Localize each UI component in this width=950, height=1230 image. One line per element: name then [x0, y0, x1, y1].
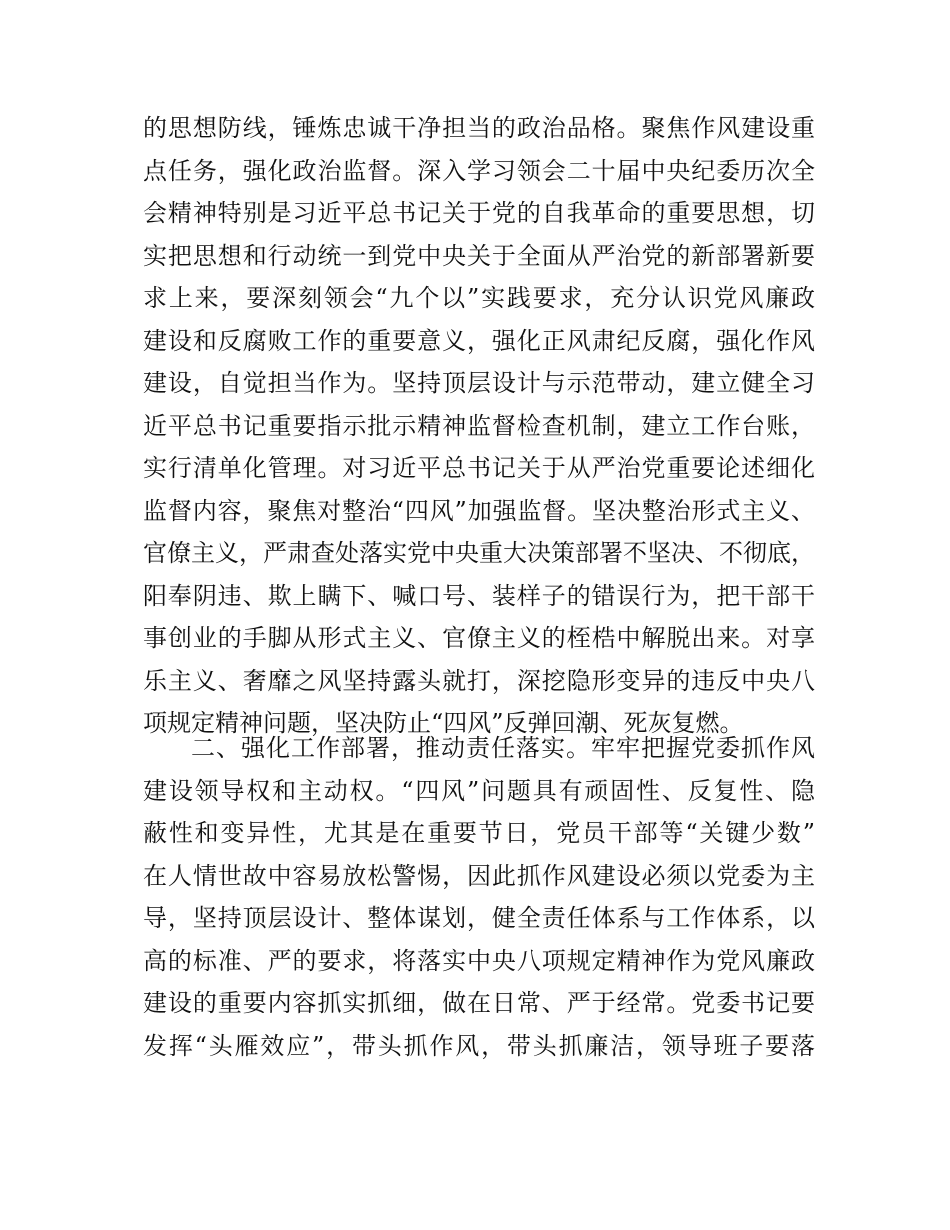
paragraph-line: 近平总书记重要指示批示精神监督检查机制，建立工作台账，: [143, 411, 815, 440]
paragraph-line: 建设领导权和主动权。“四风”问题具有顽固性、反复性、隐: [143, 776, 815, 805]
paragraph-line: 点任务，强化政治监督。深入学习领会二十届中央纪委历次全: [143, 156, 815, 185]
paragraph-line: 求上来，要深刻领会“九个以”实践要求，充分认识党风廉政: [143, 284, 815, 312]
paragraph-2: [143, 727, 815, 1067]
paragraph-line: 建设，自觉担当作为。坚持顶层设计与示范带动，建立健全习: [143, 369, 815, 397]
paragraph-line: 建设的重要内容抓实抓细，做在日常、严于经常。党委书记要: [143, 989, 815, 1017]
paragraph-line: 官僚主义，严肃查处落实党中央重大决策部署不坚决、不彻底，: [143, 539, 815, 567]
paragraph-line: 实行清单化管理。对习近平总书记关于从严治党重要论述细化: [143, 454, 815, 482]
paragraph-line: 事创业的手脚从形式主义、官僚主义的桎梏中解脱出来。对享: [143, 624, 815, 652]
paragraph-line: 的思想防线，锤炼忠诚干净担当的政治品格。聚焦作风建设重: [143, 114, 815, 142]
paragraph-line: 导，坚持顶层设计、整体谋划，健全责任体系与工作体系，以: [143, 904, 815, 932]
paragraph-line: 阳奉阴违、欺上瞒下、喊口号、装样子的错误行为，把干部干: [143, 581, 815, 610]
paragraph-line: 乐主义、奢靡之风坚持露头就打，深挖隐形变异的违反中央八: [143, 666, 815, 695]
paragraph-line: 发挥“头雁效应”，带头抓作风，带头抓廉洁，领导班子要落: [143, 1031, 815, 1060]
paragraph-1: [143, 107, 815, 745]
paragraph-line: 会精神特别是习近平总书记关于党的自我革命的重要思想，切: [143, 199, 815, 227]
paragraph-line: 监督内容，聚焦对整治“四风”加强监督。坚决整治形式主义、: [143, 496, 815, 525]
paragraph-line: 项规定精神问题，坚决防止“四风”反弹回潮、死灰复燃。: [143, 709, 744, 737]
paragraph-line: 建设和反腐败工作的重要意义，强化正风肃纪反腐，强化作风: [143, 326, 815, 355]
paragraph-line: 蔽性和变异性，尤其是在重要节日，党员干部等“关键少数”: [143, 819, 815, 847]
paragraph-line: 高的标准、严的要求，将落实中央八项规定精神作为党风廉政: [143, 946, 815, 975]
paragraph-line: 在人情世故中容易放松警惕，因此抓作风建设必须以党委为主: [143, 861, 815, 890]
paragraph-line: 实把思想和行动统一到党中央关于全面从严治党的新部署新要: [143, 241, 815, 270]
paragraph-line: 二、强化工作部署，推动责任落实。牢牢把握党委抓作风: [191, 734, 815, 762]
